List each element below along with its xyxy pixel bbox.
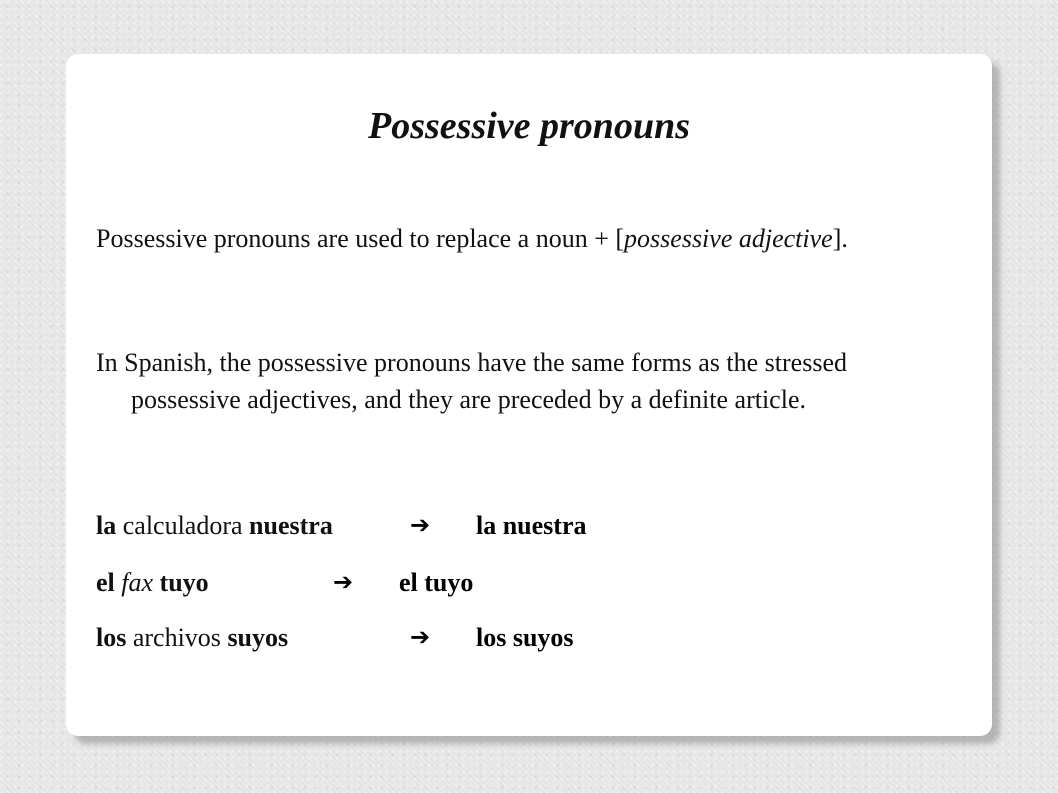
paragraph-explanation: In Spanish, the possessive pronouns have the same forms as the stressed possessive adjectives, and they are preceded by a definite article.: [96, 348, 847, 414]
example-possessive: suyos: [227, 623, 289, 652]
example-noun: calculadora: [122, 511, 243, 540]
paragraph-definition-italic: possessive adjective: [624, 224, 833, 253]
right-arrow-icon: ➔: [333, 568, 354, 596]
slide-title: Possessive pronouns: [368, 105, 690, 147]
example-article: la: [96, 511, 117, 540]
right-arrow-icon: ➔: [410, 623, 431, 651]
example-result: la nuestra: [476, 511, 587, 540]
paragraph-definition-end: ].: [832, 224, 848, 253]
example-row: [96, 507, 333, 544]
right-arrow-icon: ➔: [410, 511, 431, 539]
example-row: [96, 564, 209, 601]
example-result: el tuyo: [399, 568, 474, 597]
example-article: el: [96, 568, 115, 597]
example-noun: archivos: [132, 623, 221, 652]
example-possessive: nuestra: [249, 511, 333, 540]
example-row: [96, 619, 288, 656]
paragraph-definition-text: Possessive pronouns are used to replace a noun + [: [96, 224, 625, 253]
paragraph-definition: [96, 220, 896, 257]
example-result: los suyos: [476, 623, 574, 652]
example-article: los: [96, 623, 127, 652]
example-possessive: tuyo: [159, 568, 209, 597]
example-noun: fax: [121, 568, 154, 597]
